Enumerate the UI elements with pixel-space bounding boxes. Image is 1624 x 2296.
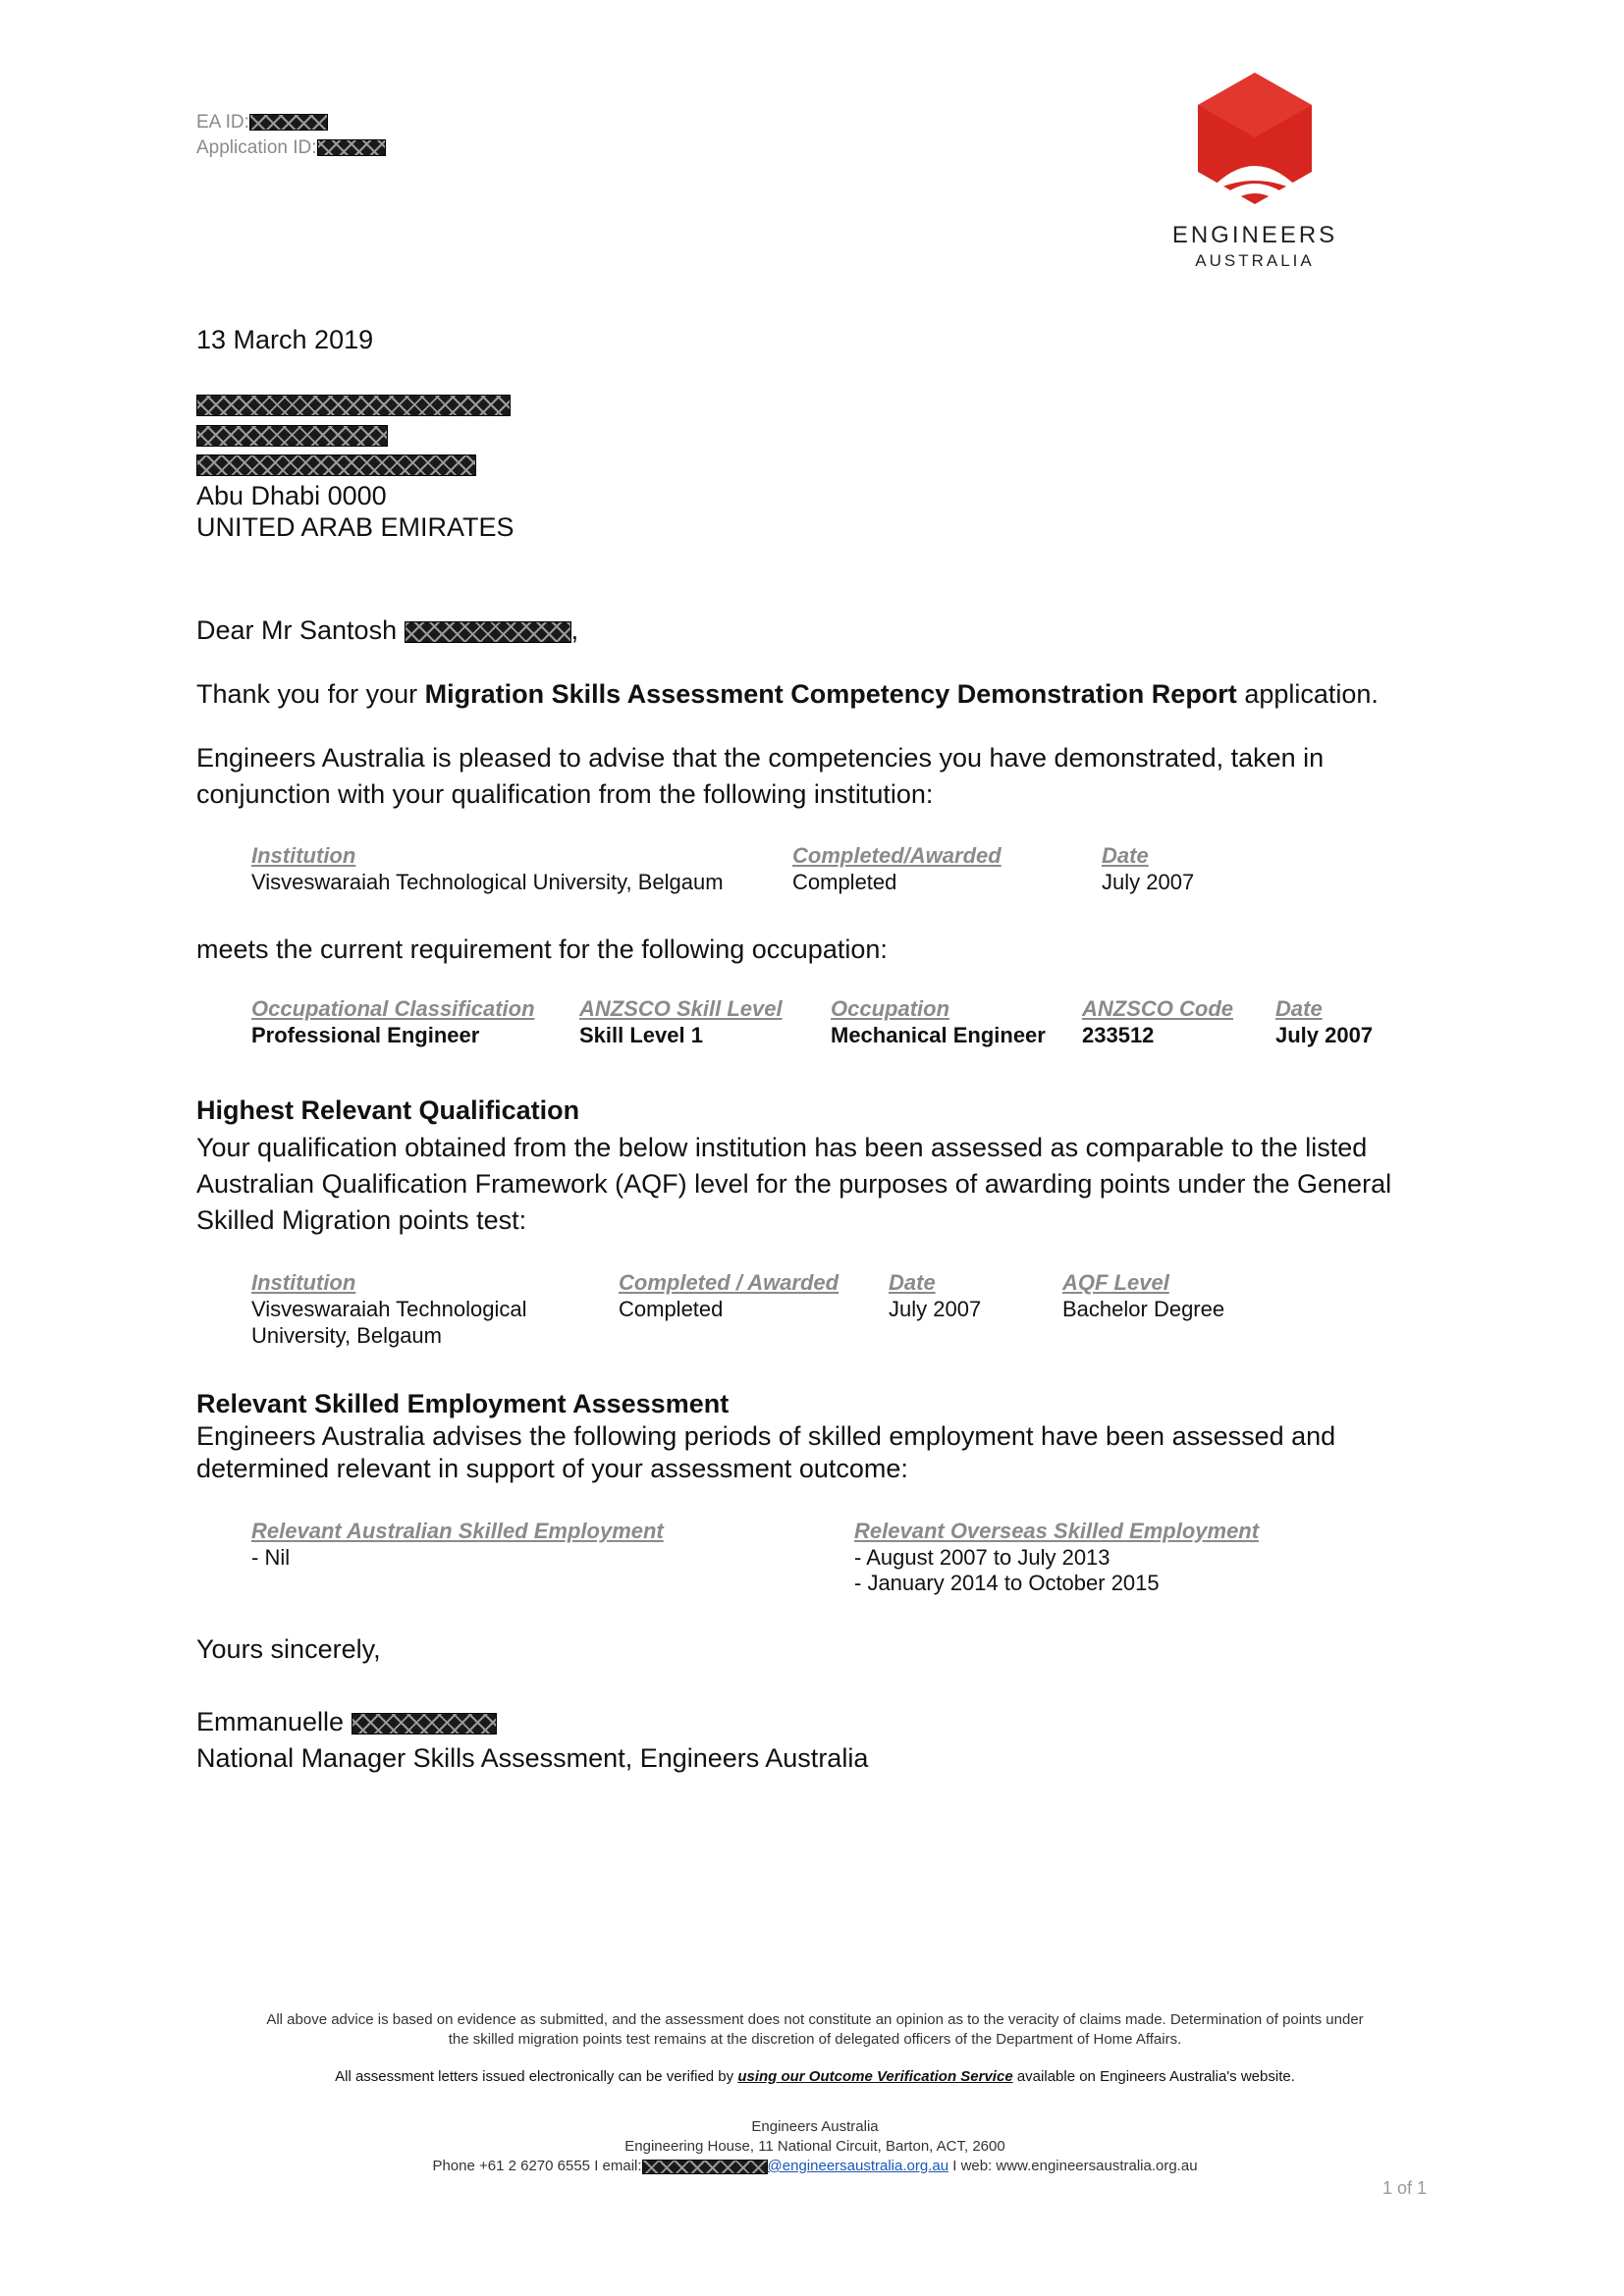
ea-id-label: EA ID: <box>196 112 249 133</box>
aqf-table <box>251 1269 1430 1358</box>
org-name: Engineers Australia <box>751 2118 879 2135</box>
thanks-suffix: application. <box>1236 679 1379 709</box>
contact-line <box>177 2157 1453 2176</box>
table-header: Occupation <box>831 996 950 1021</box>
signer-name <box>196 1704 497 1740</box>
logo-text-australia: AUSTRALIA <box>1195 251 1315 270</box>
hexagon-logo-icon <box>1166 69 1343 216</box>
table-cell: July 2007 <box>1275 1023 1374 1047</box>
redacted-application-id <box>317 139 386 156</box>
table-cell: - January 2014 to October 2015 <box>854 1571 1160 1595</box>
thanks-paragraph <box>196 676 1434 713</box>
qualification-line-3: Skilled Migration points test: <box>196 1205 527 1235</box>
signer-title: National Manager Skills Assessment, Engineers Australia <box>196 1743 869 1773</box>
verify-suffix: available on Engineers Australia's website. <box>1012 2068 1295 2085</box>
letter-date: 13 March 2019 <box>196 325 374 354</box>
table-header: ANZSCO Skill Level <box>579 996 783 1021</box>
meets-requirement-text: meets the current requirement for the following occupation: <box>196 934 888 964</box>
footer-verification <box>177 2067 1453 2087</box>
table-header: Occupational Classification <box>251 996 535 1021</box>
table-cell: - Nil <box>251 1545 291 1570</box>
table-cell: - August 2007 to July 2013 <box>854 1545 1110 1570</box>
table-header: Relevant Australian Skilled Employment <box>251 1519 664 1543</box>
table-header: AQF Level <box>1062 1270 1169 1295</box>
table-cell: Visveswaraiah Technological <box>251 1297 527 1321</box>
table-header: Institution <box>251 843 356 868</box>
employment-heading: Relevant Skilled Employment Assessment <box>196 1389 730 1418</box>
table-cell: University, Belgaum <box>251 1323 442 1348</box>
salutation-comma: , <box>570 615 579 645</box>
address-city: Abu Dhabi 0000 <box>196 481 387 510</box>
application-id-label: Application ID: <box>196 137 317 158</box>
email-link[interactable]: @engineersaustralia.org.au <box>767 2158 949 2174</box>
qualification-line-2: Australian Qualification Framework (AQF) level for the purposes of awarding points under the General <box>196 1169 1392 1199</box>
table-cell: Visveswaraiah Technological University, Belgaum <box>251 870 724 894</box>
verify-prefix: All assessment letters issued electronically can be verified by <box>335 2068 738 2085</box>
thanks-prefix: Thank you for your <box>196 679 425 709</box>
qualification-line-1: Your qualification obtained from the below institution has been assessed as comparable to the listed <box>196 1133 1368 1162</box>
table-header: Relevant Overseas Skilled Employment <box>854 1519 1260 1543</box>
table-header: Date <box>1275 996 1323 1021</box>
table-cell: Completed <box>619 1297 724 1321</box>
institution-table <box>251 842 1430 901</box>
qualification-paragraph <box>196 1130 1434 1239</box>
salutation <box>196 613 578 649</box>
table-cell: July 2007 <box>889 1297 982 1321</box>
address-line-redacted-2 <box>196 421 514 451</box>
occupation-table <box>251 995 1430 1054</box>
engineers-australia-logo <box>1166 69 1343 285</box>
disclaimer-line-1: All above advice is based on evidence as submitted, and the assessment does not constitute an opinion as to the veracity of claims made. Determination of points under <box>266 2011 1364 2028</box>
redacted-ea-id <box>249 114 328 131</box>
recipient-address <box>196 390 514 543</box>
verification-service-link[interactable]: using our Outcome Verification Service <box>737 2068 1013 2085</box>
reference-ids <box>196 110 386 161</box>
org-address: Engineering House, 11 National Circuit, Barton, ACT, 2600 <box>624 2138 1005 2155</box>
address-country: UNITED ARAB EMIRATES <box>196 512 514 542</box>
application-type: Migration Skills Assessment Competency Demonstration Report <box>424 679 1237 709</box>
address-line-redacted-3 <box>196 451 514 480</box>
redacted-surname <box>405 621 571 643</box>
table-header: Institution <box>251 1270 356 1295</box>
advise-paragraph <box>196 740 1434 813</box>
footer-contact <box>177 2117 1453 2176</box>
sign-off: Yours sincerely, <box>196 1634 381 1664</box>
redacted-name <box>196 395 511 416</box>
table-cell: Professional Engineer <box>251 1023 480 1047</box>
redacted-address <box>196 454 476 476</box>
table-header: ANZSCO Code <box>1082 996 1233 1021</box>
redacted-signer-surname <box>352 1713 497 1735</box>
disclaimer-line-2: the skilled migration points test remains at the discretion of delegated officers of the Department of Home Affairs. <box>448 2031 1182 2048</box>
advise-line-1: Engineers Australia is pleased to advise that the competencies you have demonstrated, taken in <box>196 743 1325 773</box>
qualification-heading: Highest Relevant Qualification <box>196 1095 580 1125</box>
table-cell: July 2007 <box>1102 870 1195 894</box>
table-cell: Mechanical Engineer <box>831 1023 1046 1047</box>
employment-line-1: Engineers Australia advises the following periods of skilled employment have been assessed and <box>196 1421 1336 1451</box>
address-line-redacted-1 <box>196 390 514 421</box>
table-cell: 233512 <box>1082 1023 1155 1047</box>
redacted-email-user <box>642 2160 768 2174</box>
web-address: I web: www.engineersaustralia.org.au <box>948 2158 1198 2174</box>
application-id-row <box>196 135 386 161</box>
signer-first-name: Emmanuelle <box>196 1707 345 1736</box>
table-cell: Completed <box>792 870 897 894</box>
employment-paragraph <box>196 1420 1434 1485</box>
logo-text-engineers: ENGINEERS <box>1171 222 1338 248</box>
table-cell: Skill Level 1 <box>579 1023 703 1047</box>
redacted-address <box>196 425 388 447</box>
footer-disclaimer <box>177 2010 1453 2050</box>
table-header: Date <box>1102 843 1149 868</box>
employment-line-2: determined relevant in support of your assessment outcome: <box>196 1454 908 1483</box>
ea-id-row <box>196 110 386 135</box>
table-cell: Bachelor Degree <box>1062 1297 1225 1321</box>
table-header: Date <box>889 1270 936 1295</box>
phone-email-prefix: Phone +61 2 6270 6555 I email: <box>432 2158 642 2174</box>
salutation-text: Dear Mr Santosh <box>196 615 398 645</box>
page-number: 1 of 1 <box>1382 2178 1428 2198</box>
table-header: Completed/Awarded <box>792 843 1001 868</box>
table-header: Completed / Awarded <box>619 1270 839 1295</box>
advise-line-2: conjunction with your qualification from the following institution: <box>196 779 934 809</box>
employment-table <box>251 1518 1430 1606</box>
